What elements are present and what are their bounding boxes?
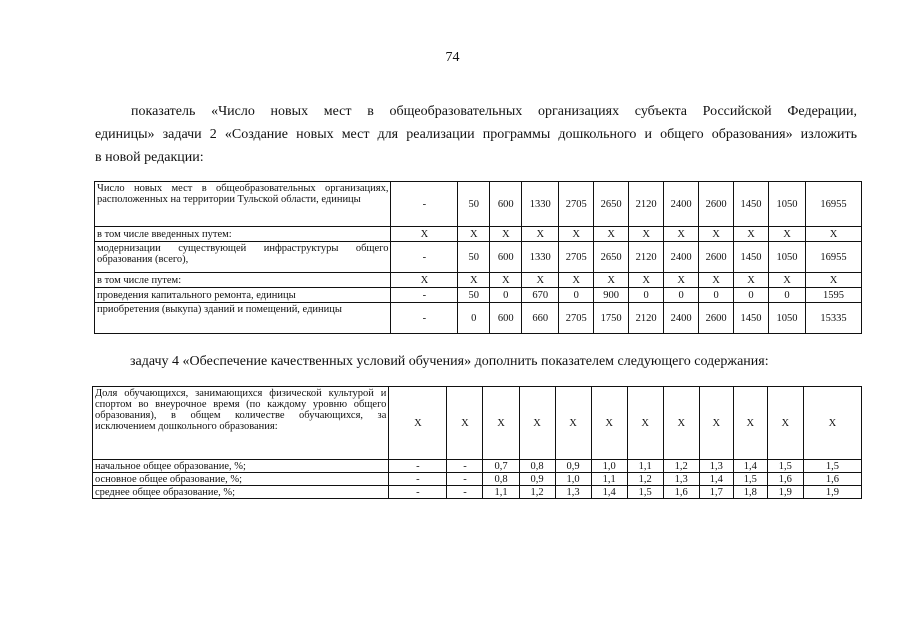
table1-row-label: в том числе путем: <box>95 273 391 288</box>
table2-cell: 1,3 <box>699 460 733 473</box>
table2-row <box>93 460 862 473</box>
table1-cell: - <box>391 182 458 227</box>
table2-cell: X <box>483 387 519 460</box>
table2-cell: 1,6 <box>803 473 861 486</box>
table1-cell: 16955 <box>806 242 862 273</box>
table1-cell: 0 <box>734 288 769 303</box>
table1-cell: 0 <box>458 303 490 334</box>
table2-cell: X <box>733 387 767 460</box>
table2-cell: 1,1 <box>483 486 519 499</box>
task4-paragraph: задачу 4 «Обеспечение качественных условий обучения» дополнить показателем следующего содержания: <box>130 354 769 369</box>
table1-cell: 2705 <box>559 303 594 334</box>
page-number: 74 <box>445 50 460 65</box>
table1-row-label: в том числе введенных путем: <box>95 227 391 242</box>
table1-cell: X <box>769 227 806 242</box>
table1-cell: 2120 <box>629 303 664 334</box>
table2-cell: - <box>447 460 483 473</box>
table1-row <box>95 288 862 303</box>
table1-cell: X <box>629 273 664 288</box>
table2-row-label: основное общее образование, %; <box>93 473 389 486</box>
table2-cell: 1,1 <box>591 473 627 486</box>
table1-cell: 600 <box>490 182 522 227</box>
table2-cell: 1,2 <box>519 486 555 499</box>
table1-cell: 2705 <box>559 242 594 273</box>
table2-row <box>93 473 862 486</box>
table2-cell: 0,8 <box>483 473 519 486</box>
table1-cell: 2650 <box>594 242 629 273</box>
table1-cell: 50 <box>458 288 490 303</box>
table1-cell: 1330 <box>522 182 559 227</box>
table1-cell: 1450 <box>734 242 769 273</box>
table2-cell: 0,8 <box>519 460 555 473</box>
table1-cell: X <box>594 273 629 288</box>
table1-cell: 50 <box>458 242 490 273</box>
table1-cell: 1330 <box>522 242 559 273</box>
table1-cell: X <box>522 227 559 242</box>
table1-cell: X <box>391 227 458 242</box>
table1-cell: 2120 <box>629 242 664 273</box>
table1-cell: - <box>391 288 458 303</box>
table2-cell: X <box>803 387 861 460</box>
table1-cell: X <box>806 273 862 288</box>
table1-cell: X <box>458 227 490 242</box>
table1-cell: 0 <box>699 288 734 303</box>
table1-cell: X <box>490 227 522 242</box>
table1-cell: 2705 <box>559 182 594 227</box>
table2-cell: 0,9 <box>555 460 591 473</box>
table2-cell: 1,4 <box>699 473 733 486</box>
table2-cell: 1,3 <box>555 486 591 499</box>
table1-row <box>95 182 862 227</box>
table2-cell: 1,6 <box>663 486 699 499</box>
table2-row <box>93 387 862 460</box>
table1-cell: 2650 <box>594 182 629 227</box>
table1-cell: X <box>391 273 458 288</box>
table1-row-label: модернизации существующей инфраструктуры общего образования (всего), <box>95 242 391 273</box>
table2-cell: 1,9 <box>803 486 861 499</box>
table2-cell: X <box>591 387 627 460</box>
table2-cell: - <box>447 486 483 499</box>
table2-cell: X <box>447 387 483 460</box>
table1-cell: 2400 <box>664 182 699 227</box>
table1-cell: 670 <box>522 288 559 303</box>
table1-cell: X <box>769 273 806 288</box>
table2-row <box>93 486 862 499</box>
intro-line-3: в новой редакции: <box>95 150 204 165</box>
table1-cell: 1750 <box>594 303 629 334</box>
table2-cell: 1,2 <box>627 473 663 486</box>
table1-cell: X <box>806 227 862 242</box>
table2-cell: X <box>699 387 733 460</box>
table1-row <box>95 303 862 334</box>
table2-cell: 1,5 <box>767 460 803 473</box>
table1-cell: 2120 <box>629 182 664 227</box>
table2-cell: X <box>663 387 699 460</box>
table1-cell: 2400 <box>664 303 699 334</box>
table1-cell: 1050 <box>769 182 806 227</box>
table1-cell: 1450 <box>734 303 769 334</box>
table1-cell: - <box>391 303 458 334</box>
table2-cell: - <box>447 473 483 486</box>
new-places-table <box>94 181 862 334</box>
table1-cell: 1050 <box>769 303 806 334</box>
table2-cell: 1,3 <box>663 473 699 486</box>
table1-cell: X <box>458 273 490 288</box>
sports-share-table <box>92 386 862 499</box>
table2-cell: 1,6 <box>767 473 803 486</box>
table1-row-label: приобретения (выкупа) зданий и помещений, единицы <box>95 303 391 334</box>
intro-paragraph <box>95 100 857 169</box>
table1-cell: X <box>664 227 699 242</box>
table2-row-label: начальное общее образование, %; <box>93 460 389 473</box>
table1-cell: 2600 <box>699 242 734 273</box>
table1-cell: 16955 <box>806 182 862 227</box>
table1-cell: 600 <box>490 303 522 334</box>
table2-cell: 1,4 <box>591 486 627 499</box>
table1-cell: 0 <box>664 288 699 303</box>
table2-cell: 1,7 <box>699 486 733 499</box>
table2-row-label: Доля обучающихся, занимающихся физической культурой и спортом во внеурочное время (по каждому уровню общего образования), в общем количестве обучающихся, за исключением дошкольного образования: <box>93 387 389 460</box>
intro-line-2: единицы» задачи 2 «Создание новых мест для реализации программы дошкольного и общего образования» изложить <box>95 127 857 142</box>
table1-cell: X <box>522 273 559 288</box>
table1-row-label: проведения капитального ремонта, единицы <box>95 288 391 303</box>
table1-cell: 1595 <box>806 288 862 303</box>
table2-cell: X <box>767 387 803 460</box>
table1-cell: X <box>734 227 769 242</box>
table1-cell: 2600 <box>699 303 734 334</box>
table2-cell: 0,9 <box>519 473 555 486</box>
table1-cell: X <box>490 273 522 288</box>
table1-cell: X <box>734 273 769 288</box>
table2-cell: X <box>627 387 663 460</box>
table1-cell: - <box>391 242 458 273</box>
table2-cell: 1,1 <box>627 460 663 473</box>
table2-cell: 1,0 <box>591 460 627 473</box>
table2-cell: - <box>389 473 447 486</box>
table1-row <box>95 242 862 273</box>
table1-cell: 0 <box>559 288 594 303</box>
table1-cell: 1050 <box>769 242 806 273</box>
intro-line-1: показатель «Число новых мест в общеобразовательных организациях субъекта Российской Федерации, <box>131 104 857 119</box>
table1-cell: X <box>699 227 734 242</box>
table2-cell: 1,5 <box>627 486 663 499</box>
table2-cell: X <box>555 387 591 460</box>
table2-cell: 1,5 <box>733 473 767 486</box>
table1-cell: 600 <box>490 242 522 273</box>
table2-cell: X <box>389 387 447 460</box>
table1-cell: 900 <box>594 288 629 303</box>
table1-cell: 50 <box>458 182 490 227</box>
table1-cell: X <box>559 227 594 242</box>
table2-cell: 1,2 <box>663 460 699 473</box>
table1-cell: X <box>699 273 734 288</box>
table2-row-label: среднее общее образование, %; <box>93 486 389 499</box>
table1-cell: 2400 <box>664 242 699 273</box>
table1-row <box>95 273 862 288</box>
table2-cell: - <box>389 460 447 473</box>
table2-cell: 1,8 <box>733 486 767 499</box>
table1-row <box>95 227 862 242</box>
table1-cell: 0 <box>629 288 664 303</box>
table2-cell: 1,5 <box>803 460 861 473</box>
table1-cell: 660 <box>522 303 559 334</box>
table1-cell: 1450 <box>734 182 769 227</box>
table1-cell: X <box>594 227 629 242</box>
table1-cell: X <box>629 227 664 242</box>
table1-cell: 0 <box>769 288 806 303</box>
table2-cell: 1,4 <box>733 460 767 473</box>
table2-cell: 0,7 <box>483 460 519 473</box>
table1-row-label: Число новых мест в общеобразовательных организациях, расположенных на территории Тульской области, единицы <box>95 182 391 227</box>
table2-cell: X <box>519 387 555 460</box>
table2-cell: 1,0 <box>555 473 591 486</box>
table1-cell: X <box>559 273 594 288</box>
table1-cell: 2600 <box>699 182 734 227</box>
table1-cell: X <box>664 273 699 288</box>
table2-cell: - <box>389 486 447 499</box>
table2-cell: 1,9 <box>767 486 803 499</box>
table1-cell: 15335 <box>806 303 862 334</box>
table1-cell: 0 <box>490 288 522 303</box>
